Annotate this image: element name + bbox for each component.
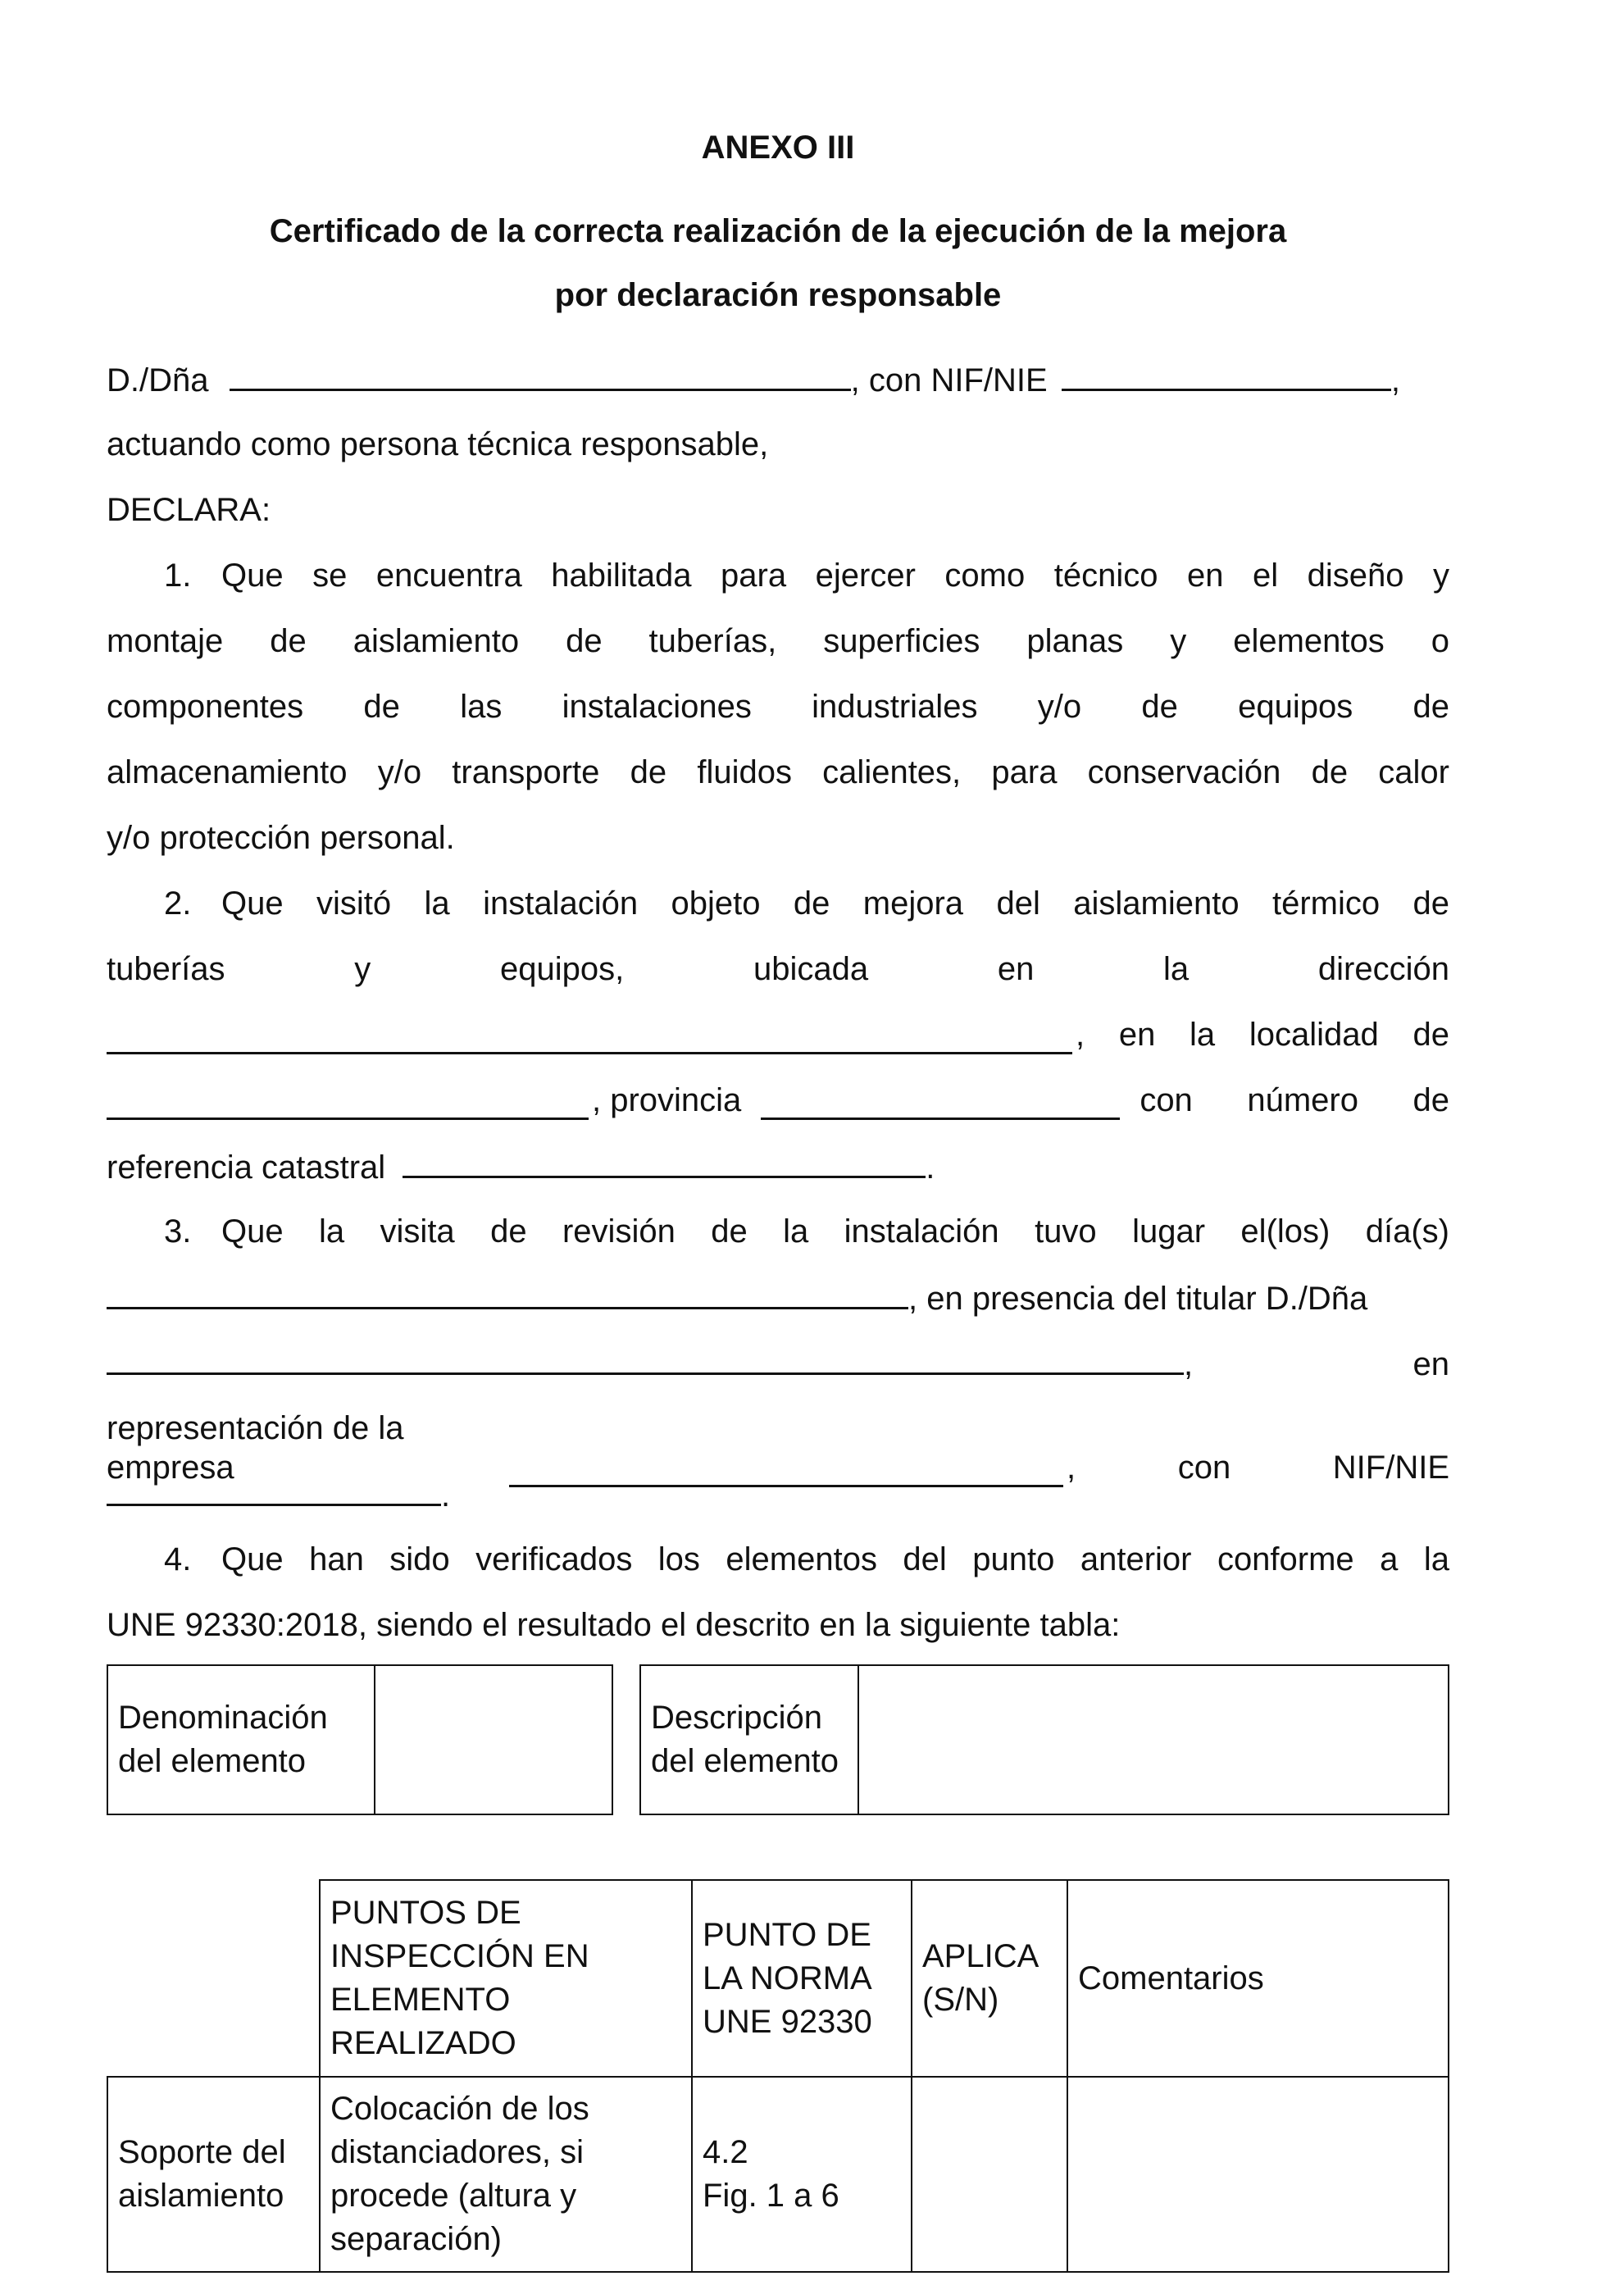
province-field[interactable] — [761, 1088, 1120, 1120]
table-row — [107, 2077, 1449, 2272]
company-nif-end-period: . — [441, 1477, 451, 1514]
element-name-value[interactable] — [375, 1665, 612, 1814]
point-3-number: 3. — [164, 1213, 192, 1250]
row-comments-cell[interactable] — [1067, 2077, 1449, 2272]
point-1-line-5: y/o protección personal. — [107, 820, 455, 856]
point-3-date-line — [107, 1277, 1449, 1318]
point-2-text-line-1: Que visitó la instalación objeto de mejora del aislamiento térmico de — [221, 885, 1449, 922]
point-3-holder-line — [107, 1343, 1449, 1384]
row-inspection-point: Colocación de los distanciadores, si procede (altura y separación) — [320, 2077, 692, 2272]
technician-name-field[interactable] — [230, 359, 851, 391]
header-inspection-points: PUNTOS DE INSPECCIÓN EN ELEMENTO REALIZADO — [320, 1880, 692, 2077]
after-address-text: , en la localidad de — [1076, 1017, 1449, 1053]
point-3-nif-line — [107, 1474, 1449, 1515]
declares-label: DECLARA: — [107, 492, 271, 528]
visit-date-field[interactable] — [107, 1277, 908, 1309]
point-4-line-2: UNE 92330:2018, siendo el resultado el descrito en la siguiente tabla: — [107, 1607, 1121, 1643]
point-1-text-line-1: Que se encuentra habilitada para ejercer como técnico en el diseño y — [221, 558, 1449, 594]
name-prefix: D./Dña — [107, 362, 209, 398]
cadastral-prefix: referencia catastral — [107, 1149, 386, 1186]
point-1-line-4: almacenamiento y/o transporte de fluidos calientes, para conservación de calor — [107, 754, 1449, 790]
technician-identity-line — [107, 359, 1449, 400]
holder-name-field[interactable] — [107, 1343, 1184, 1375]
point-1-line-2: montaje de aislamiento de tuberías, superficies planas y elementos o — [107, 623, 1449, 659]
after-locality-text: , provincia — [592, 1082, 742, 1118]
cadastral-reference-field[interactable] — [403, 1146, 926, 1178]
inspection-table-header-row — [107, 1880, 1449, 2077]
row-norm-reference — [692, 2077, 912, 2272]
element-name-label: Denominación del elemento — [107, 1665, 375, 1814]
company-prefix: representación de la empresa — [107, 1410, 404, 1486]
row-applies-cell[interactable] — [912, 2077, 1067, 2272]
element-name-table — [107, 1664, 613, 1815]
cadastral-end-period: . — [926, 1149, 935, 1186]
after-province-text: con número de — [1140, 1082, 1449, 1118]
address-field[interactable] — [107, 1022, 1072, 1054]
inspection-table — [107, 1879, 1449, 2273]
header-comments: Comentarios — [1067, 1880, 1449, 2077]
acting-as-line: actuando como persona técnica responsable, — [107, 426, 769, 462]
point-1-number: 1. — [164, 558, 192, 594]
point-4-text-line-1: Que han sido verificados los elementos del punto anterior conforme a la — [221, 1541, 1449, 1577]
point-1-text — [221, 556, 1449, 595]
element-description-table — [639, 1664, 1449, 1815]
holder-comma: , — [1184, 1346, 1194, 1382]
nif-prefix: , con NIF/NIE — [850, 362, 1048, 398]
locality-field[interactable] — [107, 1088, 589, 1120]
point-3-text-line-1: Que la visita de revisión de la instalación tuvo lugar el(los) día(s) — [221, 1213, 1449, 1250]
row-norm-figures: Fig. 1 a 6 — [703, 2178, 839, 2214]
annex-title: ANEXO III — [701, 130, 855, 166]
point-2-cadastral-line — [107, 1146, 1449, 1187]
document-title-line-1: Certificado de la correcta realización de la ejecución de la mejora — [269, 213, 1287, 249]
document-title-line-2: por declaración responsable — [554, 277, 1002, 313]
header-norm-point: PUNTO DE LA NORMA UNE 92330 — [692, 1880, 912, 2077]
point-2-locality-line — [107, 1081, 1449, 1120]
point-2-line-2: tuberías y equipos, ubicada en la dirección — [107, 951, 1449, 987]
element-description-value[interactable] — [858, 1665, 1449, 1814]
header-applies: APLICA (S/N) — [912, 1880, 1067, 2077]
row-category: Soporte del aislamiento — [107, 2077, 320, 2272]
element-description-label: Descripción del elemento — [640, 1665, 858, 1814]
point-1-line-3: componentes de las instalaciones industriales y/o de equipos de — [107, 689, 1449, 725]
holder-en-text: en — [1412, 1346, 1449, 1382]
row-norm-section: 4.2 — [703, 2134, 748, 2170]
point-4-number: 4. — [164, 1541, 192, 1577]
point-2-address-line — [107, 1015, 1449, 1054]
header-empty-corner — [107, 1880, 320, 2077]
point-2-number: 2. — [164, 885, 192, 922]
company-nif-field[interactable] — [107, 1474, 441, 1506]
after-date-text: , en presencia del titular D./Dña — [908, 1281, 1368, 1317]
company-suffix: , con NIF/NIE — [1067, 1450, 1449, 1486]
technician-nif-field[interactable] — [1062, 359, 1391, 391]
trailing-comma: , — [1390, 362, 1400, 398]
